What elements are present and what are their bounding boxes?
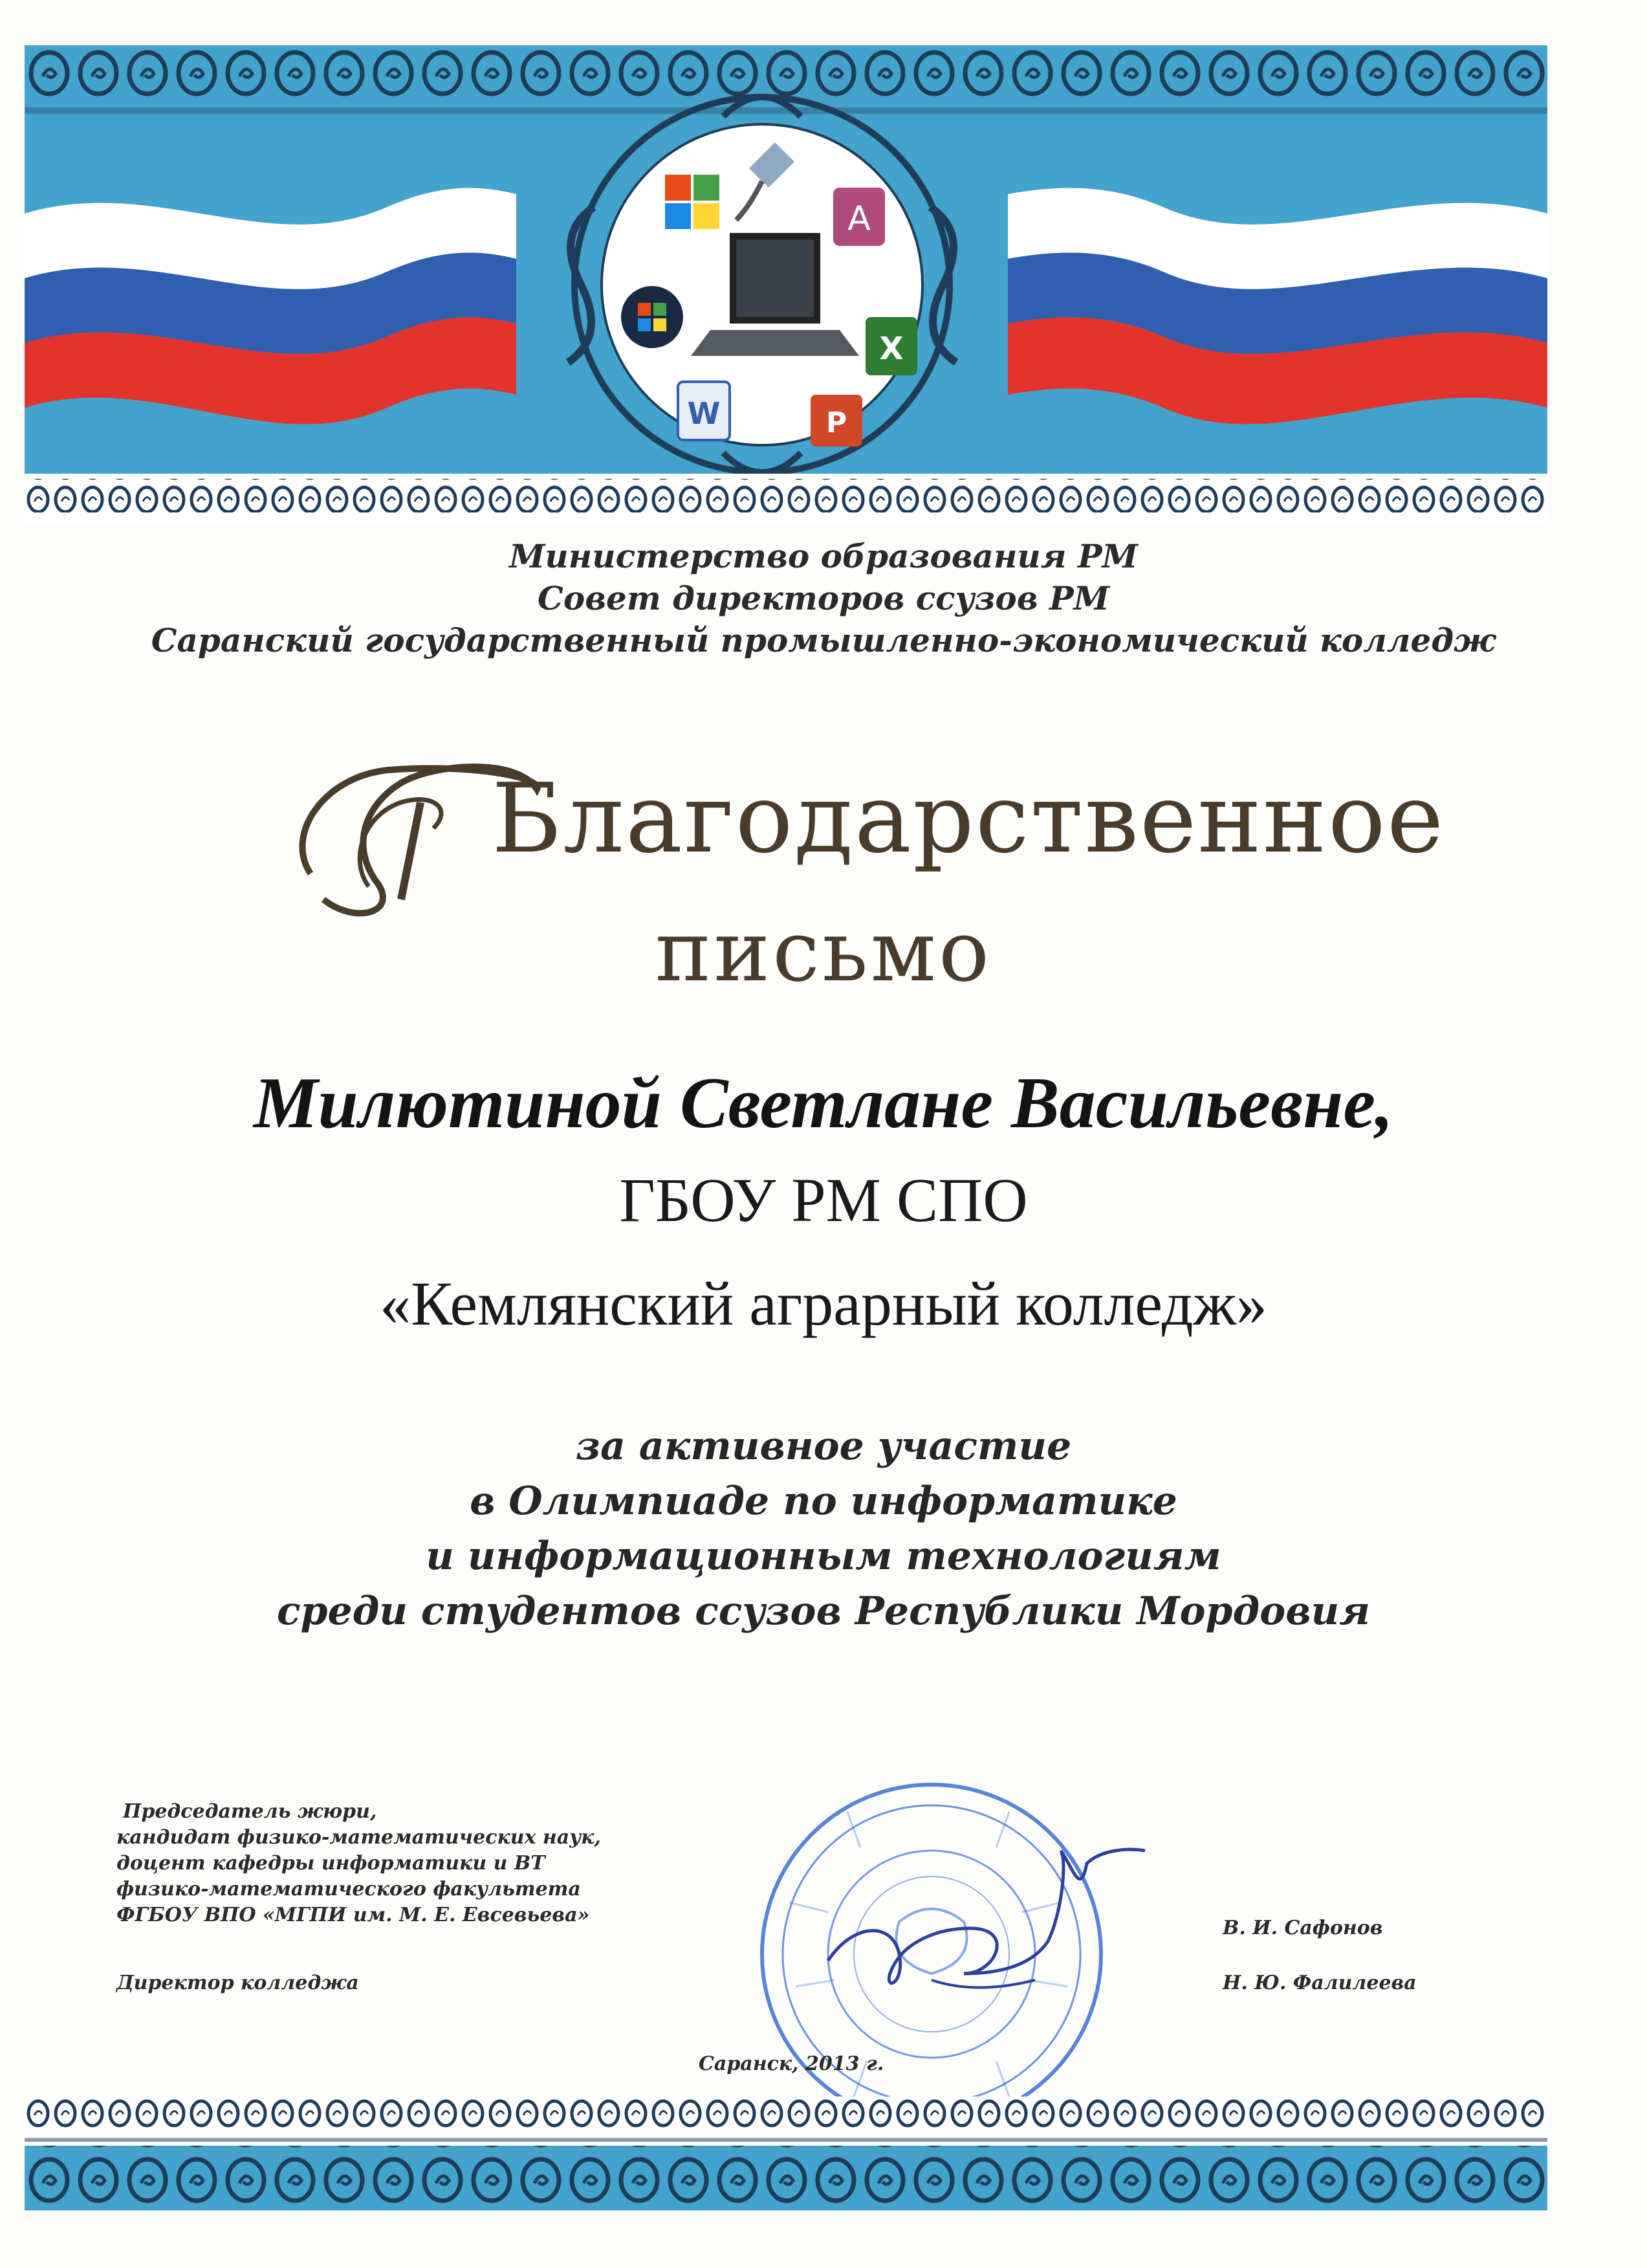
access-icon bbox=[833, 188, 885, 246]
jury-name: В. И. Сафонов bbox=[1223, 1917, 1383, 1939]
recipient-name: Милютиной Светлане Васильевне, bbox=[253, 1063, 1394, 1143]
jury-role-3: доцент кафедры информатики и ВТ bbox=[116, 1852, 545, 1875]
jury-role-1: Председатель жюри, bbox=[123, 1800, 377, 1823]
excel-icon bbox=[866, 317, 917, 375]
powerpoint-icon bbox=[811, 395, 862, 446]
recipient-org-name: «Кемлянский аграрный колледж» bbox=[380, 1269, 1267, 1338]
header-banner bbox=[25, 45, 1547, 524]
svg-text:X: X bbox=[879, 331, 904, 367]
reason-line-2: в Олимпиаде по информатике bbox=[470, 1479, 1177, 1524]
reason-line-1: за активное участие bbox=[575, 1424, 1072, 1469]
svg-text:W: W bbox=[687, 396, 721, 431]
place-date: Саранск, 2013 г. bbox=[699, 2053, 884, 2075]
jury-role-4: физико-математического факультета bbox=[116, 1878, 581, 1900]
council-line: Совет директоров ссузов РМ bbox=[538, 579, 1109, 617]
title-line-2: письмо bbox=[655, 902, 992, 1000]
footer-border bbox=[25, 2097, 1547, 2226]
director-name: Н. Ю. Фалилеева bbox=[1223, 1972, 1417, 1994]
recipient-org-short: ГБОУ РМ СПО bbox=[619, 1165, 1028, 1235]
jury-role-2: кандидат физико-математических наук, bbox=[116, 1826, 601, 1849]
jury-role-5: ФГБОУ ВПО «МГПИ им. М. Е. Евсевьева» bbox=[116, 1904, 590, 1926]
svg-text:A: A bbox=[847, 199, 871, 238]
reason-line-3: и информационным технологиям bbox=[426, 1534, 1221, 1579]
word-icon bbox=[678, 382, 730, 440]
college-line: Саранский государственный промышленно-экономический колледж bbox=[151, 621, 1496, 659]
reason-line-4: среди студентов ссузов Республики Мордовия bbox=[276, 1589, 1371, 1634]
title-line-1: Благодарственное bbox=[492, 763, 1445, 874]
svg-text:P: P bbox=[825, 406, 847, 439]
ministry-line: Министерство образования РМ bbox=[509, 537, 1138, 575]
handwritten-signature bbox=[802, 1825, 1164, 2019]
director-role: Директор колледжа bbox=[116, 1972, 359, 1994]
windows-logo-icon bbox=[621, 286, 683, 348]
